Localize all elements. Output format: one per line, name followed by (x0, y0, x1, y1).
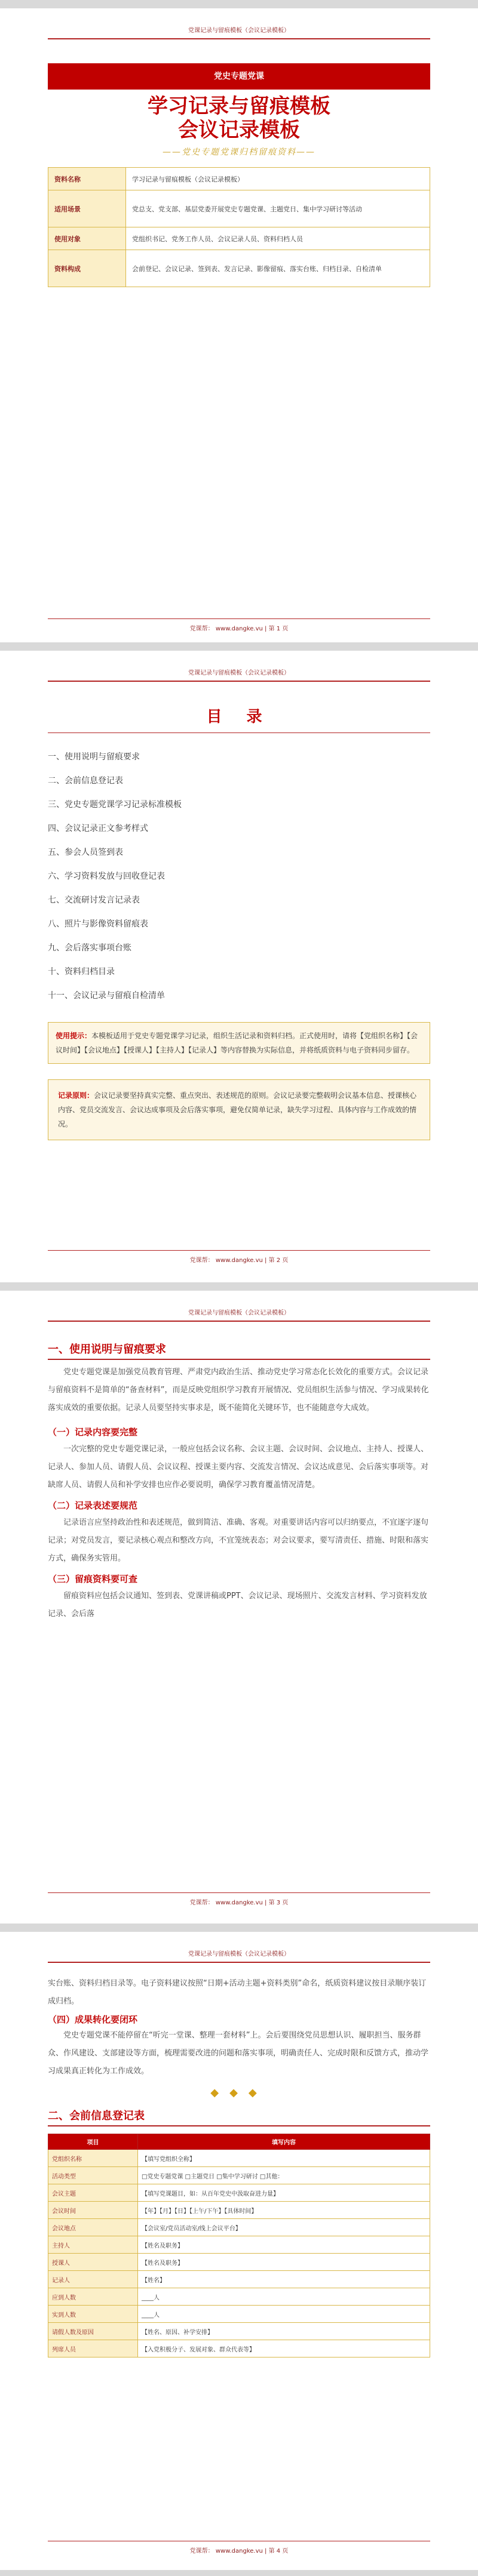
table-row (48, 2184, 430, 2202)
footer-page-number: 第 1 页 (268, 626, 289, 632)
row-label: 活动类型 (48, 2167, 138, 2184)
row-label: 会议时间 (48, 2202, 138, 2219)
table-row (48, 2288, 430, 2306)
table-row (48, 2340, 430, 2358)
row-value[interactable]: ____人 (138, 2306, 430, 2323)
info-value: 学习记录与留痕模板（会议记录模板） (126, 168, 430, 190)
section-paragraph: 党史专题党课是加强党员教育管理、严肃党内政治生活、推动党史学习常态化长效化的重要方式。会议记录与留痕资料不是简单的“备查材料”，而是反映党组织学习教育开展情况、党员组织生活参与情况、学习成果转化落实成效的重要依据。记录人员要坚持实事求是，既不能简化关键环节，也不能随意夸大成效。 (48, 1368, 429, 1412)
toc-item[interactable]: 三、党史专题党课学习记录标准模板 (48, 800, 182, 810)
subsection-heading: （二）记录表述要规范 (48, 1500, 138, 1511)
row-value[interactable]: 【填写党组织全称】 (138, 2150, 430, 2167)
header-rule (48, 1962, 430, 1963)
column-header-item: 项目 (48, 2134, 138, 2150)
section-paragraph: 留痕资料应包括会议通知、签到表、党课讲稿或PPT、会议记录、现场照片、交流发言材料、学习资料发放记录、会后落 (48, 1592, 427, 1618)
toc-item[interactable]: 十一、会议记录与留痕自检清单 (48, 991, 165, 1001)
info-key: 资料构成 (48, 250, 126, 287)
row-label: 实到人数 (48, 2306, 138, 2323)
cover-subtitle: ——党史专题党课归档留痕资料—— (163, 147, 315, 157)
info-key: 资料名称 (48, 168, 126, 190)
row-label: 应到人数 (48, 2288, 138, 2306)
section-heading: 二、会前信息登记表 (48, 2107, 430, 2126)
section-paragraph: 记录语言应坚持政治性和表述规范，做到简洁、准确、客观。对重要讲话内容可以归纳要点，不宜逐字逐句记录；对党员发言，要记录核心观点和整改方向，不宜笼统表态；对会议要求，要写清责任、措施、时限和落实方式，确保务实管用。 (48, 1518, 429, 1563)
info-row (48, 250, 430, 287)
toc-item[interactable]: 一、使用说明与留痕要求 (48, 752, 140, 762)
running-header: 党课记录与留痕模板（会议记录模板） (188, 670, 290, 676)
footer-site[interactable]: www.dangke.vu (215, 2548, 263, 2555)
footer-label: 党课帮： (189, 626, 214, 632)
table-row (48, 2167, 430, 2184)
footer-label: 党课帮： (189, 2548, 214, 2555)
table-row (48, 2271, 430, 2288)
cover-banner: 党史专题党课 (48, 63, 430, 90)
table-row (48, 2202, 430, 2219)
footer-site[interactable]: www.dangke.vu (215, 1257, 263, 1264)
footer-rule (48, 1250, 430, 1251)
row-value[interactable]: 【姓名】 (138, 2271, 430, 2288)
toc-item[interactable]: 八、照片与影像资料留痕表 (48, 919, 148, 929)
usage-note-label: 使用提示： (56, 1032, 92, 1040)
table-row (48, 2306, 430, 2323)
toc-item[interactable]: 五、参会人员签到表 (48, 848, 123, 857)
principle-note (48, 1079, 430, 1140)
page-1 (0, 8, 478, 642)
info-value: 会前登记、会议记录、签到表、发言记录、影像留痕、落实台账、归档目录、自检清单 (126, 250, 430, 287)
page-footer: 党课帮： www.dangke.vu | 第 3 页 (189, 1900, 289, 1906)
principle-note-text: 会议记录要坚持真实完整、重点突出、表述规范的原则。会议记录要完整载明会议基本信息、授课核心内容、党员交流发言、会议达成事项及会后落实事项，避免仅简单记录，缺失学习过程、具体内容与工作成效的情况。 (58, 1091, 417, 1128)
header-rule (48, 1321, 430, 1322)
row-value[interactable]: 【入党积极分子、发展对象、群众代表等】 (138, 2340, 430, 2358)
table-row (48, 2219, 430, 2236)
registration-table (48, 2134, 430, 2358)
toc-title: 目 录 (206, 708, 272, 726)
info-row (48, 190, 430, 227)
row-label: 会议地点 (48, 2219, 138, 2236)
cover-title-line2: 会议记录模板 (178, 118, 300, 142)
table-row (48, 2323, 430, 2340)
info-row (48, 168, 430, 190)
row-value[interactable]: 【会议室/党员活动室/线上会议平台】 (138, 2219, 430, 2236)
row-value[interactable]: 【姓名及职务】 (138, 2236, 430, 2254)
section-paragraph: 一次完整的党史专题党课记录，一般应包括会议名称、会议主题、会议时间、会议地点、主持人、授课人、记录人、参加人员、请假人员、会议议程、授课主要内容、交流发言情况、会议达成意见、会后落实事项等。对缺席人员、请假人员和补学安排也应作必要说明，确保学习教育覆盖情况清楚。 (48, 1445, 429, 1489)
footer-page-number: 第 4 页 (268, 2548, 289, 2555)
page-footer: 党课帮： www.dangke.vu | 第 1 页 (189, 626, 289, 632)
row-label: 列席人员 (48, 2340, 138, 2358)
row-value[interactable]: ____人 (138, 2288, 430, 2306)
info-key: 使用对象 (48, 227, 126, 250)
info-value: 党总支、党支部、基层党委开展党史专题党课、主题党日、集中学习研讨等活动 (126, 190, 430, 227)
footer-rule (48, 618, 430, 619)
footer-site[interactable]: www.dangke.vu (215, 1900, 263, 1906)
page-2 (0, 651, 478, 1282)
running-header: 党课记录与留痕模板（会议记录模板） (188, 1951, 290, 1958)
row-label: 请假人数及原因 (48, 2323, 138, 2340)
row-value[interactable]: 【姓名及职务】 (138, 2254, 430, 2271)
principle-note-label: 记录原则： (58, 1091, 94, 1100)
toc-item[interactable]: 二、会前信息登记表 (48, 776, 123, 786)
table-row (48, 2150, 430, 2167)
page-3 (0, 1291, 478, 1923)
toc-item[interactable]: 六、学习资料发放与回收登记表 (48, 872, 165, 881)
row-value[interactable]: 【填写党课题目，如：从百年党史中汲取奋进力量】 (138, 2184, 430, 2202)
row-label: 主持人 (48, 2236, 138, 2254)
footer-label: 党课帮： (189, 1257, 214, 1264)
column-header-content: 填写内容 (138, 2134, 430, 2150)
subsection-heading: （一）记录内容要完整 (48, 1427, 138, 1438)
row-label: 党组织名称 (48, 2150, 138, 2167)
cover-info-table (48, 167, 430, 287)
cover-title-line1: 学习记录与留痕模板 (148, 94, 330, 118)
subsection-heading: （四）成果转化要闭环 (48, 2014, 138, 2025)
section-paragraph: 党史专题党课不能停留在“听完一堂课、整理一套材料”上。会后要围绕党员思想认识、履职担当、服务群众、作风建设、支部建设等方面，梳理需要改进的问题和落实事项，明确责任人、完成时限和反馈方式，推动学习成果真正转化为工作成效。 (48, 2031, 429, 2076)
toc-item[interactable]: 十、资料归档目录 (48, 967, 115, 977)
page-footer: 党课帮： www.dangke.vu | 第 4 页 (189, 2548, 289, 2555)
row-label: 会议主题 (48, 2184, 138, 2202)
usage-note-text: 本模板适用于党史专题党课学习记录，组织生活记录和资料归档。正式使用时，请将【党组织名称】【会议时间】【会议地点】【授课人】【主持人】【记录人】等内容替换为实际信息，并将纸质资料与电子资料同步留存。 (56, 1032, 418, 1054)
footer-rule (48, 1892, 430, 1893)
row-label: 记录人 (48, 2271, 138, 2288)
row-value[interactable]: 【年】【月】【日】【上午/下午】【具体时间】 (138, 2202, 430, 2219)
table-header-row (48, 2134, 430, 2150)
page-4 (0, 1932, 478, 2570)
table-row (48, 2254, 430, 2271)
row-value[interactable]: □党史专题党课 □主题党日 □集中学习研讨 □其他： (138, 2167, 430, 2184)
toc-item[interactable]: 九、会后落实事项台账 (48, 943, 131, 953)
page-footer: 党课帮： www.dangke.vu | 第 2 页 (189, 1257, 289, 1264)
toc-item[interactable]: 七、交流研讨发言记录表 (48, 895, 140, 905)
info-value: 党组织书记、党务工作人员、会议记录人员、资料归档人员 (126, 227, 430, 250)
header-rule (48, 681, 430, 682)
table-row (48, 2236, 430, 2254)
section-heading: 一、使用说明与留痕要求 (48, 1341, 430, 1360)
running-header: 党课记录与留痕模板（会议记录模板） (188, 1310, 290, 1316)
footer-label: 党课帮： (189, 1900, 214, 1906)
info-row (48, 227, 430, 250)
running-header: 党课记录与留痕模板（会议记录模板） (188, 27, 290, 34)
subsection-heading: （三）留痕资料要可查 (48, 1574, 138, 1584)
section-divider: ◆◆◆ (210, 2086, 268, 2099)
row-label: 授课人 (48, 2254, 138, 2271)
footer-site[interactable]: www.dangke.vu (215, 626, 263, 632)
header-rule (48, 38, 430, 39)
info-key: 适用场景 (48, 190, 126, 227)
section-paragraph: 实台账、资料归档目录等。电子资料建议按照“日期+活动主题+资料类别”命名，纸质资料建议按目录顺序装订成归档。 (48, 1979, 427, 2006)
footer-page-number: 第 3 页 (268, 1900, 289, 1906)
footer-page-number: 第 2 页 (268, 1257, 289, 1264)
usage-note (48, 1022, 430, 1064)
toc-item[interactable]: 四、会议记录正文参考样式 (48, 824, 148, 833)
row-value[interactable]: 【姓名、原因、补学安排】 (138, 2323, 430, 2340)
